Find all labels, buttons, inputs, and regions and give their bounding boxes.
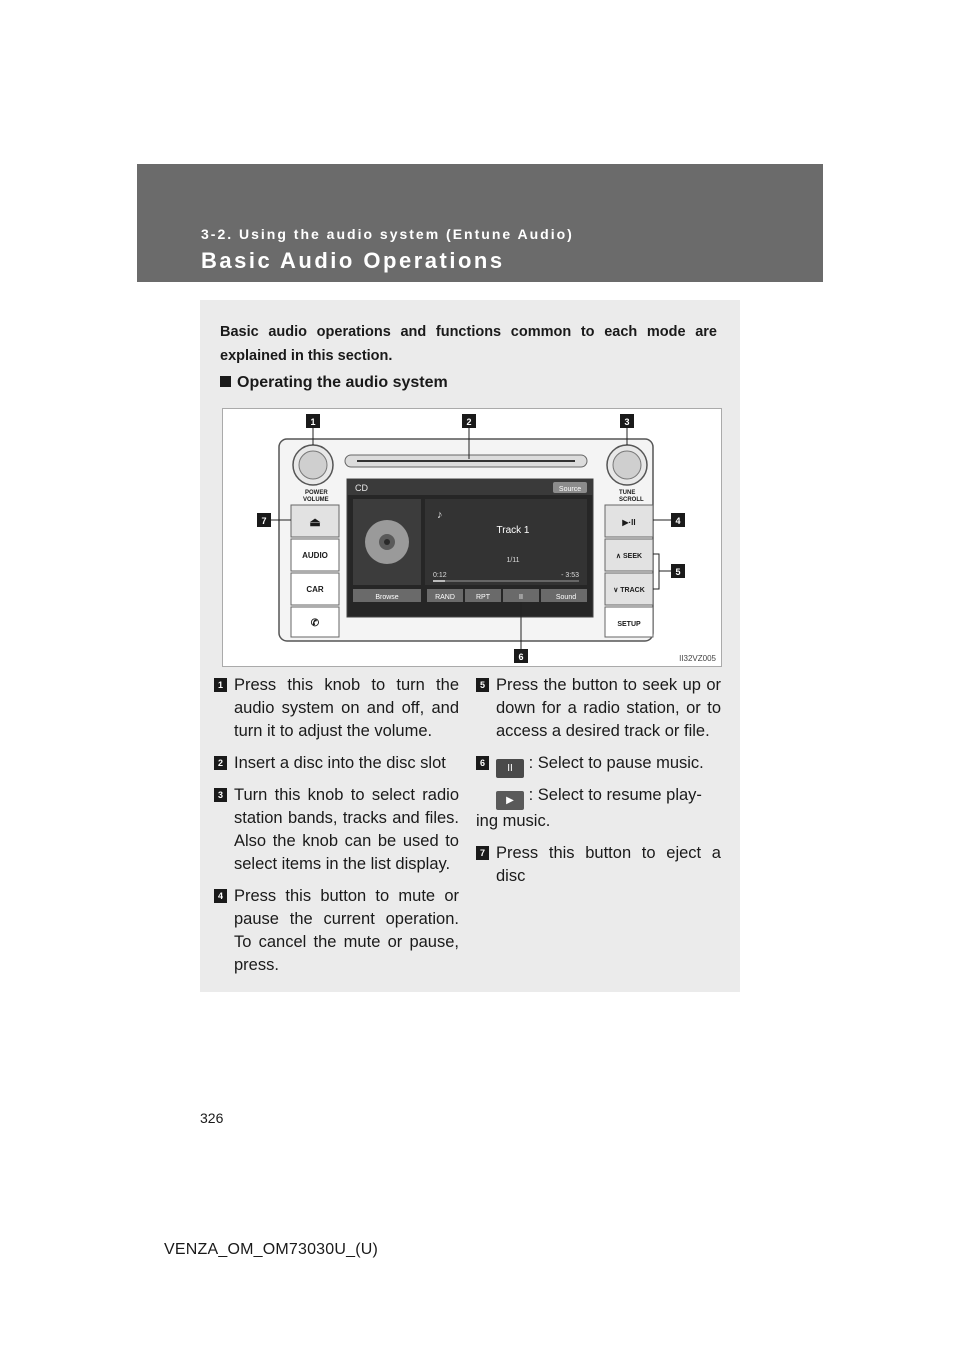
item-number-6: 6	[476, 756, 489, 770]
play-pause-button[interactable]: ▶·II	[622, 518, 636, 527]
intro-line-2: explained in this section.	[220, 348, 393, 364]
callout-1	[306, 414, 320, 428]
audio-unit-illustration	[223, 409, 721, 666]
audio-unit-figure	[222, 408, 722, 667]
description-item-6	[476, 752, 721, 833]
phone-icon[interactable]: ✆	[310, 618, 320, 629]
description-item-3	[214, 784, 459, 876]
seek-button[interactable]: ∧ SEEK	[615, 553, 643, 560]
svg-text:4: 4	[675, 516, 681, 526]
music-note-icon: ♪	[437, 509, 443, 521]
eject-icon[interactable]: ⏏	[309, 515, 321, 529]
remaining-time: - 3:53	[561, 572, 579, 579]
callout-6	[514, 649, 528, 663]
right-button-column	[605, 505, 653, 637]
subheading	[220, 374, 448, 392]
volume-label: VOLUME	[303, 497, 329, 503]
browse-button[interactable]: Browse	[375, 594, 399, 601]
scroll-label: SCROLL	[619, 497, 644, 503]
repeat-button[interactable]: RPT	[476, 594, 490, 601]
callout-2	[462, 414, 476, 428]
random-button[interactable]: RAND	[435, 594, 455, 601]
power-label: POWER	[305, 490, 328, 496]
chapter-header	[137, 164, 823, 282]
svg-text:3: 3	[624, 417, 630, 427]
intro-line-1: Basic audio operations and functions common to each mode are	[220, 324, 717, 340]
track-button[interactable]: ∨ TRACK	[613, 587, 645, 594]
description-item-4	[214, 885, 459, 977]
item-text-5: Press the button to seek up or down for a radio station, or to access a desired track or file.	[496, 676, 721, 740]
setup-button[interactable]: SETUP	[617, 621, 641, 628]
intro-text	[220, 320, 717, 368]
item-number-2: 2	[214, 756, 227, 770]
pause-button[interactable]: II	[519, 594, 523, 601]
item-number-5: 5	[476, 678, 489, 692]
item-text-2: Insert a disc into the disc slot	[234, 754, 446, 772]
pause-description: : Select to pause music.	[528, 754, 704, 772]
callout-3	[620, 414, 634, 428]
callout-7	[257, 513, 271, 527]
subheading-text: Operating the audio system	[237, 374, 448, 391]
sound-button[interactable]: Sound	[555, 594, 577, 601]
description-item-1	[214, 674, 459, 743]
item-number-7: 7	[476, 846, 489, 860]
svg-text:2: 2	[466, 417, 472, 427]
item-text-7: Press this button to eject a disc	[496, 844, 721, 885]
item-text-4: Press this button to mute or pause the current operation. To cancel the mute or pause, press.	[234, 887, 459, 974]
description-item-7	[476, 842, 721, 888]
audio-button[interactable]: AUDIO	[302, 551, 328, 560]
document-code: VENZA_OM_OM73030U_(U)	[164, 1241, 379, 1258]
description-column-right	[476, 674, 721, 897]
car-button[interactable]: CAR	[306, 585, 324, 594]
track-count: 1/11	[506, 557, 520, 564]
svg-text:7: 7	[261, 516, 267, 526]
figure-code: II32VZ005	[679, 654, 716, 663]
item-text-3: Turn this knob to select radio station bands, tracks and files. Also the knob can be used to select items in the list display.	[234, 786, 459, 873]
play-description-line-1: : Select to resume play-	[528, 786, 702, 804]
track-name: Track 1	[496, 525, 530, 536]
item-number-3: 3	[214, 788, 227, 802]
pause-icon: II	[496, 759, 524, 778]
item-text-1: Press this knob to turn the audio system on and off, and turn it to adjust the volume.	[234, 676, 459, 740]
svg-text:6: 6	[518, 652, 524, 662]
section-label: 3-2. Using the audio system (Entune Audio)	[201, 226, 574, 242]
description-item-5	[476, 674, 721, 743]
page-title: Basic Audio Operations	[201, 248, 505, 273]
content-panel	[200, 300, 740, 992]
elapsed-time: 0:12	[433, 572, 447, 579]
play-icon: ▶	[496, 791, 524, 810]
svg-text:1: 1	[310, 417, 316, 427]
play-description-line-2: ing music.	[476, 812, 551, 830]
description-column-left	[214, 674, 459, 986]
tune-label: TUNE	[619, 490, 636, 496]
svg-text:5: 5	[675, 567, 681, 577]
description-item-2	[214, 752, 459, 775]
left-button-column	[291, 505, 339, 637]
screen-mode: CD	[355, 483, 368, 493]
page-number: 326	[200, 1110, 224, 1126]
source-button[interactable]: Source	[558, 486, 582, 493]
item-number-1: 1	[214, 678, 227, 692]
square-bullet-icon	[220, 376, 231, 387]
callout-4	[671, 513, 685, 527]
item-number-4: 4	[214, 889, 227, 903]
callout-5	[671, 564, 685, 578]
